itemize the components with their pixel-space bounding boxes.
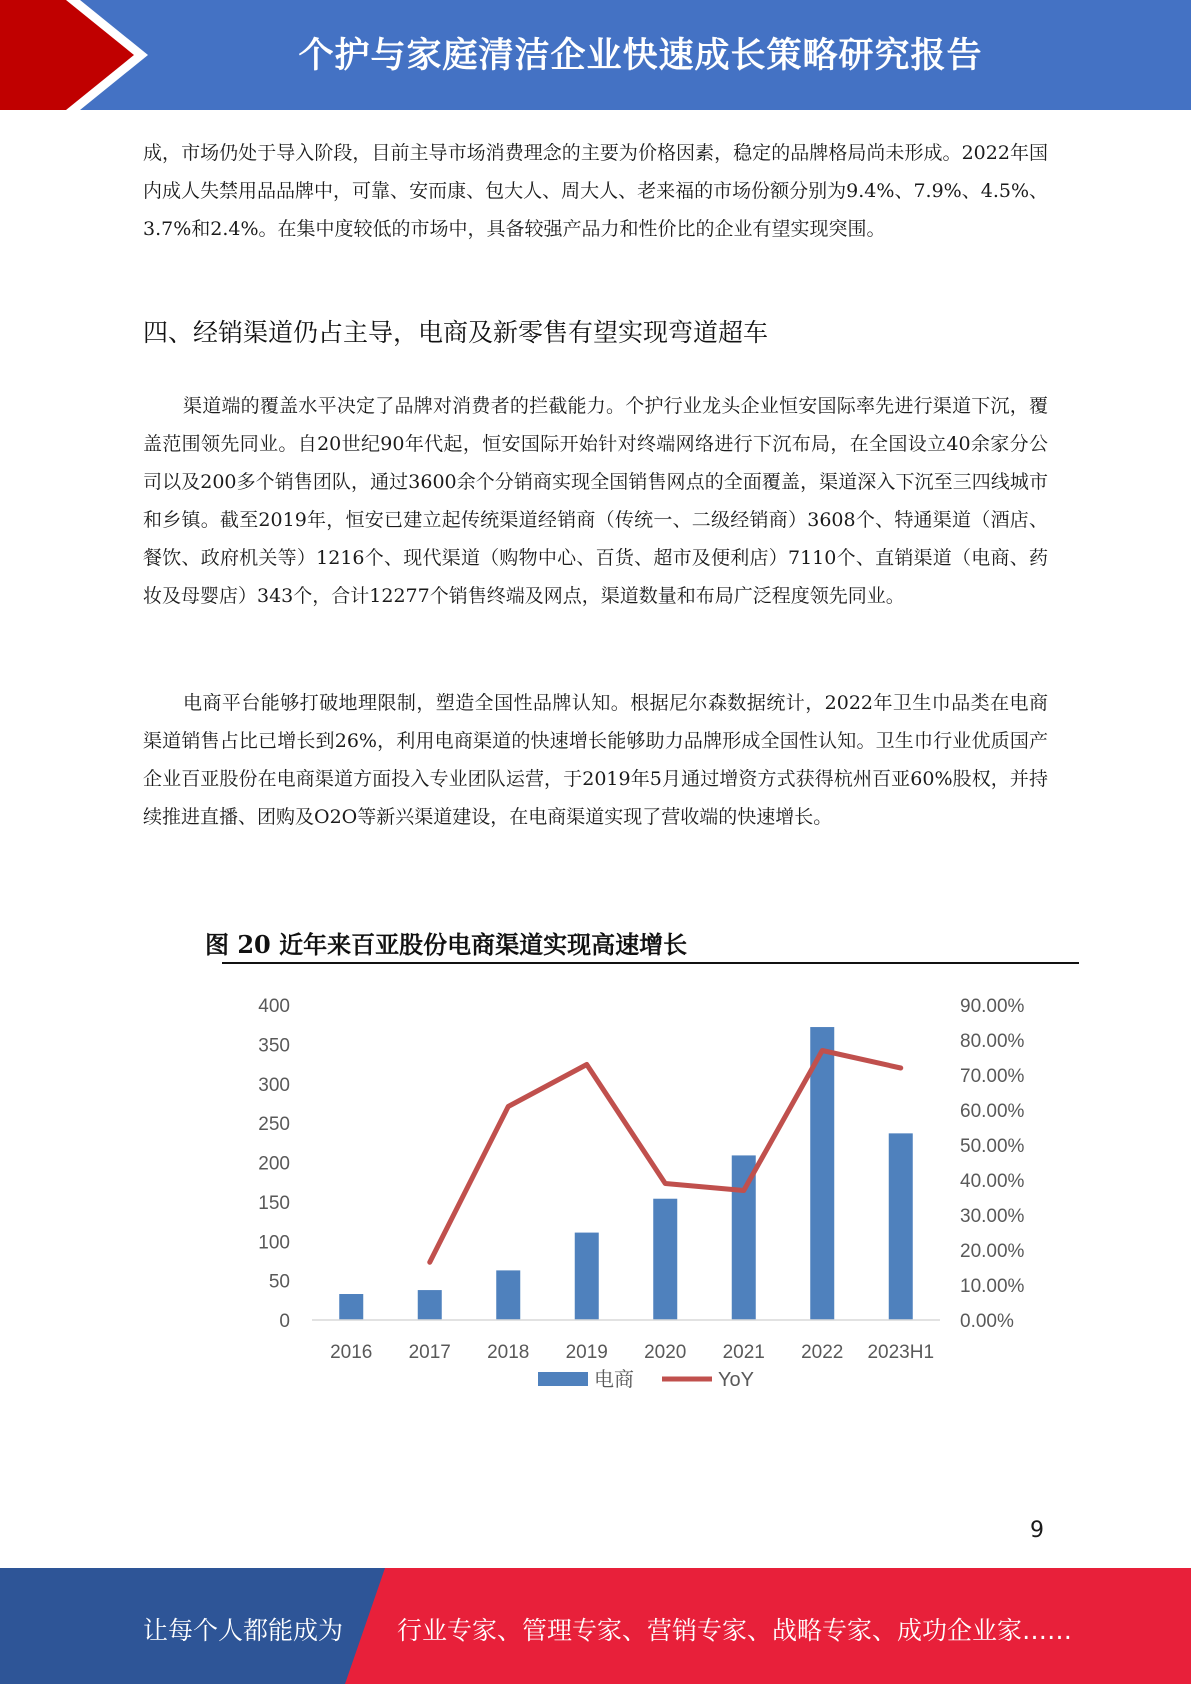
paragraph-block-3	[143, 684, 1048, 836]
page-footer	[0, 1568, 1191, 1684]
y2-axis-tick-label: 0.00%	[960, 1311, 1014, 1332]
y-axis-tick-label: 0	[279, 1311, 290, 1332]
x-axis-tick-label: 2023H1	[867, 1342, 935, 1363]
y-axis-tick-label: 250	[258, 1114, 290, 1136]
legend-label-ecommerce: 电商	[594, 1369, 634, 1391]
y2-axis-tick-label: 70.00%	[960, 1066, 1025, 1087]
bar-ecommerce	[496, 1270, 520, 1320]
section-heading: 四、经销渠道仍占主导，电商及新零售有望实现弯道超车	[143, 318, 769, 347]
y2-axis-tick-label: 20.00%	[960, 1241, 1025, 1262]
bar-ecommerce	[575, 1233, 599, 1320]
y2-axis-tick-label: 10.00%	[960, 1276, 1025, 1297]
x-axis-tick-label: 2017	[408, 1342, 451, 1363]
y-axis-tick-label: 100	[258, 1232, 290, 1254]
ecommerce-growth-chart	[230, 975, 1060, 1415]
figure-title-rule	[222, 962, 1079, 964]
y-axis-tick-label: 350	[258, 1035, 290, 1057]
y-axis-tick-label: 300	[258, 1074, 290, 1096]
footer-slogan-left: 让每个人都能成为	[143, 1616, 344, 1645]
figure-title: 图 20 近年来百亚股份电商渠道实现高速增长	[205, 930, 688, 959]
x-axis-tick-label: 2022	[801, 1342, 844, 1363]
paragraph-block-1	[143, 134, 1048, 248]
page-header	[0, 0, 1191, 110]
x-axis-tick-label: 2018	[487, 1342, 530, 1363]
footer-slogan-right: 行业专家、管理专家、营销专家、战略专家、成功企业家……	[397, 1616, 1073, 1645]
y-axis-tick-label: 200	[258, 1153, 290, 1175]
y-axis-tick-label: 150	[258, 1192, 290, 1214]
x-axis-tick-label: 2021	[722, 1342, 765, 1363]
y-axis-tick-label: 50	[268, 1271, 290, 1293]
bar-ecommerce	[653, 1199, 677, 1320]
legend-swatch-ecommerce	[538, 1372, 588, 1386]
x-axis-tick-label: 2019	[565, 1342, 608, 1363]
y2-axis-tick-label: 90.00%	[960, 996, 1025, 1017]
y2-axis-tick-label: 60.00%	[960, 1101, 1025, 1122]
paragraph-1: 成，市场仍处于导入阶段，目前主导市场消费理念的主要为价格因素，稳定的品牌格局尚未形成。2022年国内成人失禁用品品牌中，可靠、安而康、包大人、周大人、老来福的市场份额分别为9.4%、7.9%、4.5%、3.7%和2.4%。在集中度较低的市场中，具备较强产品力和性价比的企业有望实现突围。	[143, 142, 1048, 240]
paragraph-3: 电商平台能够打破地理限制，塑造全国性品牌认知。根据尼尔森数据统计，2022年卫生巾品类在电商渠道销售占比已增长到26%，利用电商渠道的快速增长能够助力品牌形成全国性认知。卫生巾行业优质国产企业百亚股份在电商渠道方面投入专业团队运营，于2019年5月通过增资方式获得杭州百亚60%股权，并持续推进直播、团购及O2O等新兴渠道建设，在电商渠道实现了营收端的快速增长。	[143, 692, 1048, 828]
y2-axis-tick-label: 80.00%	[960, 1031, 1025, 1052]
y-axis-tick-label: 400	[258, 996, 290, 1017]
bar-ecommerce	[418, 1290, 442, 1320]
bar-ecommerce	[889, 1133, 913, 1320]
y2-axis-tick-label: 50.00%	[960, 1136, 1025, 1157]
y2-axis-tick-label: 30.00%	[960, 1206, 1025, 1227]
legend-label-yoy: YoY	[718, 1369, 754, 1391]
y2-axis-tick-label: 40.00%	[960, 1171, 1025, 1192]
bar-ecommerce	[339, 1294, 363, 1320]
bar-ecommerce	[810, 1027, 834, 1320]
x-axis-tick-label: 2016	[330, 1342, 373, 1363]
page-number: 9	[1030, 1518, 1044, 1543]
report-title: 个护与家庭清洁企业快速成长策略研究报告	[298, 36, 983, 76]
x-axis-tick-label: 2020	[644, 1342, 687, 1363]
paragraph-block-2	[143, 387, 1048, 615]
paragraph-2: 渠道端的覆盖水平决定了品牌对消费者的拦截能力。个护行业龙头企业恒安国际率先进行渠道下沉，覆盖范围领先同业。自20世纪90年代起，恒安国际开始针对终端网络进行下沉布局，在全国设立40余家分公司以及200多个销售团队，通过3600余个分销商实现全国销售网点的全面覆盖，渠道深入下沉至三四线城市和乡镇。截至2019年，恒安已建立起传统渠道经销商（传统一、二级经销商）3608个、特通渠道（酒店、餐饮、政府机关等）1216个、现代渠道（购物中心、百货、超市及便利店）7110个、直销渠道（电商、药妆及母婴店）343个，合计12277个销售终端及网点，渠道数量和布局广泛程度领先同业。	[143, 395, 1048, 607]
